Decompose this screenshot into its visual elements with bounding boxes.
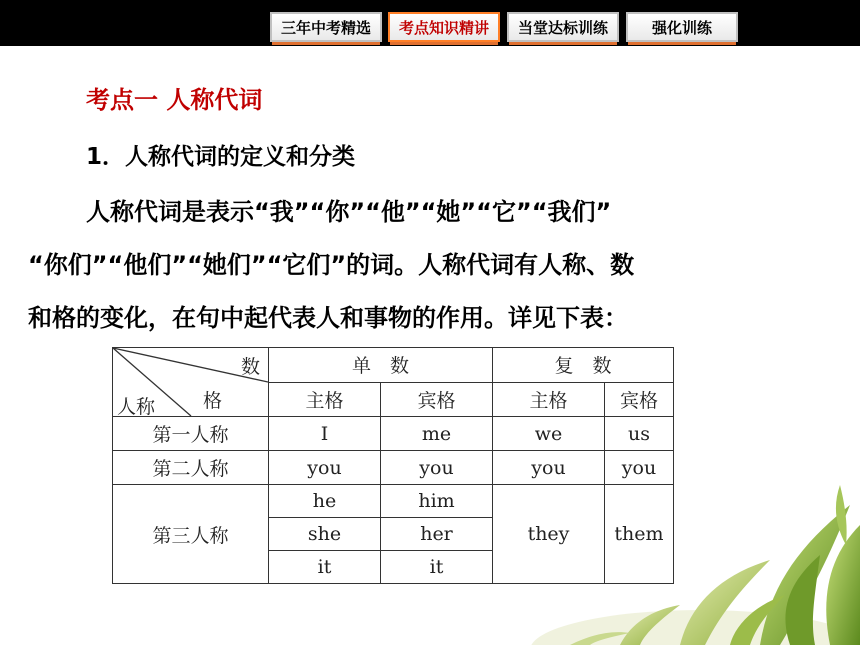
cell: she (269, 518, 381, 551)
cell: him (381, 485, 493, 518)
header-plural-nominative: 主格 (493, 382, 605, 417)
top-nav-bar (0, 0, 860, 46)
section-title: 考点一 人称代词 (86, 86, 263, 114)
cell: you (605, 451, 674, 485)
tab-knowledge-points[interactable]: 考点知识精讲 (388, 12, 500, 42)
cell: it (269, 551, 381, 584)
header-singular: 单 数 (269, 348, 493, 383)
table-row-first-person (113, 417, 674, 451)
sub-title: 1．人称代词的定义和分类 (86, 144, 356, 170)
cell: it (381, 551, 493, 584)
cell: he (269, 485, 381, 518)
decorative-leaves-image (530, 465, 860, 645)
tab-three-year-exam[interactable]: 三年中考精选 (270, 12, 382, 42)
corner-label-person: 人称 (117, 396, 156, 418)
header-singular-nominative: 主格 (269, 382, 381, 417)
row-label-second-person: 第二人称 (113, 451, 269, 485)
tab-class-practice[interactable]: 当堂达标训练 (507, 12, 619, 42)
cell: me (381, 417, 493, 451)
cell: her (381, 518, 493, 551)
cell: we (493, 417, 605, 451)
cell: you (381, 451, 493, 485)
cell: you (269, 451, 381, 485)
paragraph-line-1: 人称代词是表示“我”“你”“他”“她”“它”“我们” (86, 198, 612, 226)
header-plural-objective: 宾格 (605, 382, 674, 417)
row-label-third-person: 第三人称 (113, 485, 269, 584)
definition-paragraph (28, 186, 828, 345)
table-corner-header (113, 348, 269, 417)
header-plural: 复 数 (493, 348, 674, 383)
row-label-first-person: 第一人称 (113, 417, 269, 451)
header-singular-objective: 宾格 (381, 382, 493, 417)
cell: I (269, 417, 381, 451)
corner-label-number: 数 (240, 356, 260, 378)
cell-they: they (493, 485, 605, 584)
paragraph-line-3: 和格的变化，在句中起代表人和事物的作用。详见下表： (28, 304, 628, 332)
paragraph-line-2: “你们”“他们”“她们”“它们”的词。人称代词有人称、数 (28, 251, 635, 279)
cell: us (605, 417, 674, 451)
cell-them: them (605, 485, 674, 584)
cell: you (493, 451, 605, 485)
corner-label-case: 格 (203, 390, 223, 412)
tab-intensive-training[interactable]: 强化训练 (626, 12, 738, 42)
